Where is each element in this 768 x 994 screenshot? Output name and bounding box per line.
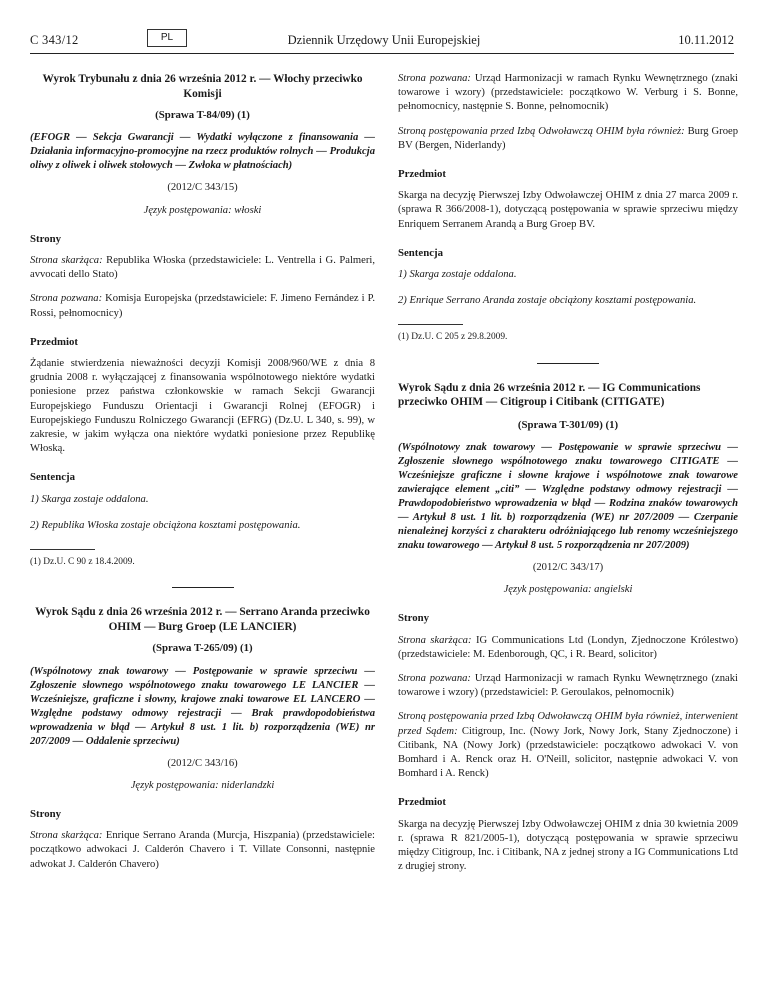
- issue-date: 10.11.2012: [678, 33, 734, 47]
- case-1-strony-heading: Strony: [30, 232, 61, 245]
- defendant-text: Urząd Harmonizacji w ramach Rynku Wewnętrznego (znaki towarowe i wzory) (przedstawiciel: P. Geroulakos, pełnomocnik): [398, 673, 738, 699]
- case-2-sentencja-1: 1) Skarga zostaje oddalona.: [398, 269, 517, 281]
- issue-number: C 343/12: [30, 33, 79, 47]
- case-3-defendant: [398, 672, 738, 700]
- case-2-ref: (2012/C 343/16): [167, 757, 238, 769]
- case-3-strony-heading: Strony: [398, 612, 429, 625]
- intervener-label: Stroną postępowania przed Izbą Odwoławczą OHIM była również:: [398, 125, 685, 137]
- case-2-strony-heading: Strony: [30, 808, 61, 821]
- left-column: [30, 72, 375, 882]
- defendant-label: Strona pozwana:: [398, 73, 471, 84]
- case-2-number: (Sprawa T-265/09) (1): [152, 642, 253, 655]
- case-1: [30, 72, 375, 569]
- case-1-przedmiot-heading: Przedmiot: [30, 335, 78, 348]
- case-3-applicant: [398, 634, 738, 662]
- case-3-language: Język postępowania: angielski: [503, 584, 633, 596]
- case-3-przedmiot-heading: Przedmiot: [398, 796, 446, 809]
- case-2-intervener: [398, 125, 738, 153]
- case-3-number: (Sprawa T-301/09) (1): [517, 418, 619, 431]
- applicant-label: Strona skarżąca:: [30, 830, 103, 842]
- right-column: [398, 72, 738, 884]
- header-rule: [30, 53, 734, 54]
- case-1-language: Język postępowania: włoski: [143, 204, 262, 216]
- footnote-rule: [30, 549, 95, 550]
- case-2-defendant: [398, 72, 738, 115]
- case-1-przedmiot: Żądanie stwierdzenia nieważności decyzji Komisji 2008/960/WE z dnia 8 grudnia 2008 r. wyłączającej z finansowania wspólnotowego niektóre wydatki poniesione przez państwa członkowskie w ramach Sekcji Gwarancji Europejskiego Funduszu Orientacji i Gwarancji Rolnej (EFOGR) i Europejskiego Funduszu Rolniczego Gwarancji (EFRG) (Dz.U. L 340, s. 99), w zakresie, w jakim wyłącza ona niektóre wydatki poniesione przez Republikę Włoską.: [30, 358, 375, 455]
- case-1-defendant: [30, 292, 375, 320]
- case-2-summary: (Wspólnotowy znak towarowy — Postępowanie w sprawie sprzeciwu — Zgłoszenie słownego wspólnotowego znaku towarowego LE LANCIER — Wcześniejsze, graficzne i słowny, krajowe znaki towarowe EL LANCERO — Względne podstawy odmowy rejestracji — Brak prawdopodobieństwa wprowadzenia w błąd — Artykuł 8 ust. 1 lit. b) rozporządzenia (WE) nr 207/2009 — Oddalenie sprzeciwu): [30, 665, 375, 747]
- case-1-footnote: (1) Dz.U. C 90 z 18.4.2009.: [30, 557, 135, 568]
- case-3-intervener: [398, 710, 738, 781]
- case-1-sentencja-1: 1) Skarga zostaje oddalona.: [30, 493, 149, 505]
- applicant-text: IG Communications Ltd (Londyn, Zjednoczone Królestwo) (przedstawiciele: M. Edenborough, QC, i R. Beard, solicitor): [398, 634, 738, 660]
- case-1-sentencja-heading: Sentencja: [30, 471, 75, 484]
- applicant-label: Strona skarżąca:: [30, 255, 103, 266]
- language-box: PL: [147, 29, 187, 47]
- case-1-title: Wyrok Trybunału z dnia 26 września 2012 r. — Włochy przeciwko Komisji: [42, 73, 363, 100]
- case-3-title: Wyrok Sądu z dnia 26 września 2012 r. — IG Communications przeciwko OHIM — Citigroup i Citibank (CITIGATE): [398, 381, 701, 409]
- intervener-label: Stroną postępowania przed Izbą Odwoławczą OHIM była również, interwenient przed Sądem:: [398, 711, 738, 737]
- case-2-applicant: [30, 829, 375, 872]
- case-1-summary: (EFOGR — Sekcja Gwarancji — Wydatki wyłączone z finansowania — Działania informacyjno-promocyjne na rzecz produktów rolnych — Produkcja oliwy z oliwek i oliwek stołowych — Zwłoka w płatnościach): [30, 132, 375, 172]
- intervener-text: Citigroup, Inc. (Nowy Jork, Nowy Jork, Stany Zjednoczone) i Citibank, NA (Nowy Jork) (przedstawiciele: początkowo adwokaci V. von Bomhard i A. Renck oraz H. O'Neill, solicitor, następnie adwokaci V. von Bomhard i A. Renck): [398, 725, 738, 780]
- case-2: [30, 605, 375, 872]
- defendant-text: Urząd Harmonizacji w ramach Rynku Wewnętrznego (znaki towarowe i wzory) (przedstawiciele: początkowo W. Verburg i S. Bonne, pełnomocnicy, następnie S. Bonne, pełnomocnik): [398, 73, 738, 113]
- case-3: [398, 381, 738, 875]
- case-separator: [172, 587, 234, 588]
- case-1-sentencja-2: 2) Republika Włoska zostaje obciążona kosztami postępowania.: [30, 519, 301, 531]
- footnote-rule: [398, 324, 463, 325]
- page-header: [0, 0, 768, 70]
- applicant-text: Republika Włoska (przedstawiciele: L. Ventrella i G. Palmeri, avvocati dello Stato): [30, 255, 375, 281]
- case-3-ref: (2012/C 343/17): [532, 562, 604, 574]
- intervener-text: Burg Groep BV (Bergen, Niderlandy): [398, 125, 739, 151]
- defendant-label: Strona pozwana:: [398, 673, 471, 685]
- case-2-title: Wyrok Sądu z dnia 26 września 2012 r. — Serrano Aranda przeciwko OHIM — Burg Groep (LE LANCIER): [35, 606, 370, 633]
- applicant-text: Enrique Serrano Aranda (Murcja, Hiszpania) (przedstawiciele: początkowo adwokaci J. Calderón Chavero i T. Villate Consonni, następnie adwokat J. Calderón Chavero): [30, 830, 376, 870]
- case-2-language: Język postępowania: niderlandzki: [130, 779, 275, 791]
- journal-title: Dziennik Urzędowy Unii Europejskiej: [287, 33, 481, 47]
- case-separator: [537, 363, 599, 364]
- case-3-summary: (Wspólnotowy znak towarowy — Postępowanie w sprawie sprzeciwu — Zgłoszenie słownego wspólnotowego znaku towarowego CITIGATE — Wcześniejsze graficzne i słowne krajowe i wspólnotowe znak towarowe zawierające element „citi” — Względne podstawy odmowy rejestracji — Prawdopodobieństwo wprowadzenia w błąd — Rodzina znaków towarowych — Artykuł 8 ust. 1 lit. b) rozporządzenia (WE) nr 207/2009 — Czerpanie nienależnej korzyści z charakteru odróżniającego lub renomy wcześniejszego znaku towarowego — Artykuł 8 ust. 5 rozporządzenia nr 207/2009): [398, 442, 738, 552]
- case-2-sentencja-heading: Sentencja: [398, 246, 443, 259]
- applicant-label: Strona skarżąca:: [398, 634, 472, 646]
- case-3-przedmiot: Skarga na decyzję Pierwszej Izby Odwoławczej OHIM z dnia 30 kwietnia 2009 r. (sprawa R 821/2005-1), dotyczącą postępowania w sprawie sprzeciwu między Citigroup, Inc. i Citibank, NA z jednej strony a IG Communications Ltd z drugiej strony.: [398, 818, 738, 873]
- case-2-przedmiot: Skarga na decyzję Pierwszej Izby Odwoławczej OHIM z dnia 27 marca 2009 r. (sprawa R 366/2008-1), dotyczącą postępowania w sprawie sprzeciwu między Enriquem Serranem Arandą a Burg Groep BV.: [398, 190, 738, 230]
- defendant-text: Komisja Europejska (przedstawiciele: F. Jimeno Fernández i P. Rossi, pełnomocnicy): [30, 293, 375, 319]
- case-2-sentencja-2: 2) Enrique Serrano Aranda zostaje obciążony kosztami postępowania.: [398, 295, 697, 307]
- case-1-number: (Sprawa T-84/09) (1): [155, 109, 250, 122]
- case-2-przedmiot-heading: Przedmiot: [398, 168, 446, 181]
- case-1-applicant: [30, 254, 375, 282]
- case-2-footnote: (1) Dz.U. C 205 z 29.8.2009.: [398, 332, 508, 343]
- case-1-ref: (2012/C 343/15): [167, 182, 238, 194]
- defendant-label: Strona pozwana:: [30, 293, 103, 305]
